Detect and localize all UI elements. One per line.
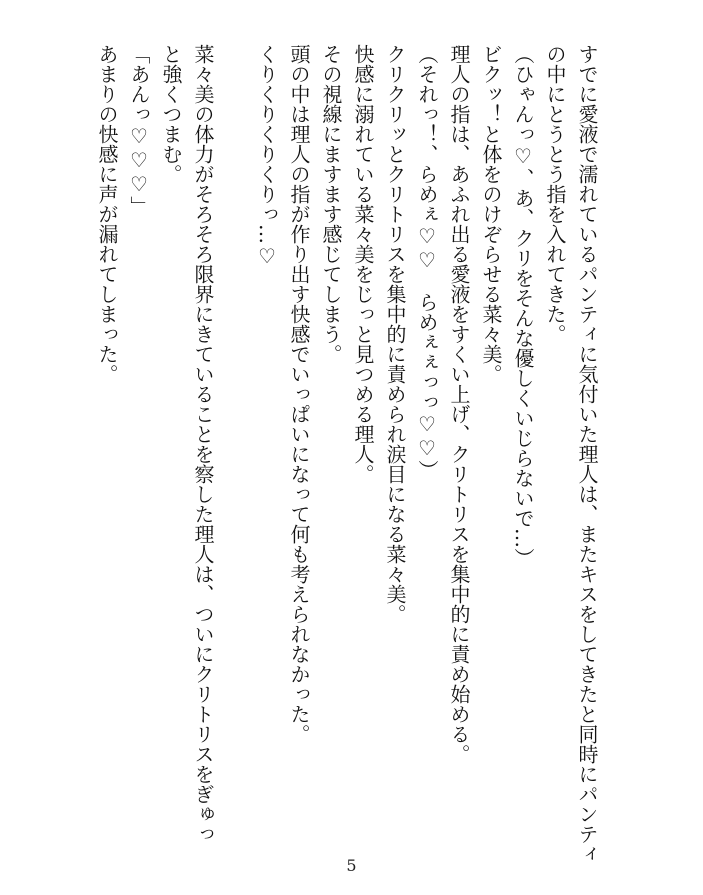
text-line-14: と強くつまむ。: [159, 44, 183, 184]
text-line-2: の中にとうとう指を入れてきた。: [543, 44, 567, 344]
text-line-11: くりくりくりくりっ…♡: [255, 44, 279, 268]
text-line-4: ビクッ！と体をのけぞらせる菜々美。: [479, 44, 503, 384]
text-line-10: 頭の中は理人の指が作り出す快感でいっぱいになって何も考えられなかった。: [287, 44, 311, 744]
text-line-6: （それっ！、らめぇ♡♡ らめぇぇっっ♡♡）: [415, 44, 439, 480]
text-line-8: 快感に溺れている菜々美をじっと見つめる理人。: [351, 44, 375, 484]
text-line-9: その視線にますます感じてしまう。: [319, 44, 343, 364]
text-line-7: クリクリッとクリトリスを集中的に責められ涙目になる菜々美。: [383, 44, 407, 624]
paragraph-break: [219, 44, 251, 844]
text-line-16: あまりの快感に声が漏れてしまった。: [95, 44, 119, 384]
text-line-3: （ひゃんっ♡、あ、クリをそんな優しくいじらないで…）: [511, 44, 535, 568]
text-line-1: すでに愛液で濡れているパンティに気付いた理人は、またキスをしてきたと同時にパンティ: [575, 44, 599, 864]
text-line-5: 理人の指は、あふれ出る愛液をすくい上げ、クリトリスを集中的に責め始める。: [447, 44, 471, 764]
text-line-15: 「あんっ♡♡♡」: [127, 44, 151, 216]
text-line-13: 菜々美の体力がそろそろ限界にきていることを察した理人は、ついにクリトリスをぎゅっ: [191, 44, 215, 844]
vertical-text-body: [91, 44, 603, 864]
page-number: 5: [346, 856, 357, 875]
